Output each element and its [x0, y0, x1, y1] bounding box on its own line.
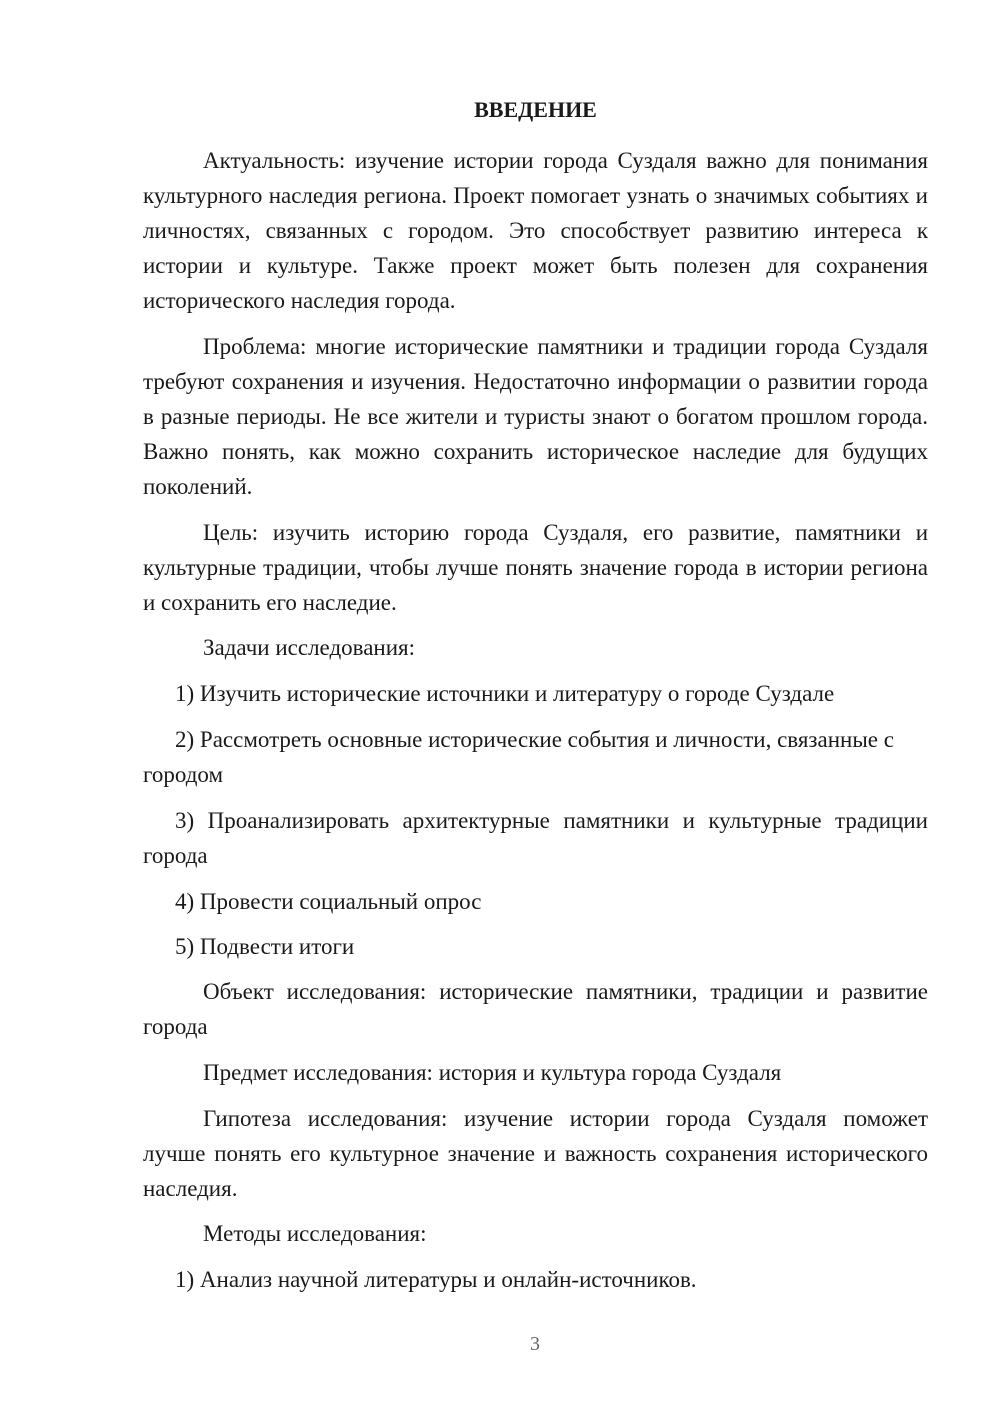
tasks-heading: Задачи исследования:: [203, 635, 416, 660]
tasks-heading-block: [143, 630, 928, 665]
task-item: 4) Провести социальный опрос: [175, 889, 482, 914]
task-item: 1) Изучить исторические источники и литературу о городе Суздале: [175, 681, 835, 706]
hypothesis-block: [143, 1101, 928, 1206]
page-number: 3: [530, 1333, 540, 1355]
relevance-paragraph: Актуальность: изучение истории города Суздаля важно для понимания культурного наследия региона. Проект помогает узнать о значимых событиях и личностях, связанных с городом. Это способствует развитию интереса к истории и культуре. Также проект может быть полезен для сохранения исторического наследия города.: [143, 148, 928, 313]
goal-paragraph: Цель: изучить историю города Суздаля, его развитие, памятники и культурные традиции, чтобы лучше понять значение города в истории региона и сохранить его наследие.: [143, 520, 928, 615]
problem-paragraph: Проблема: многие исторические памятники и традиции города Суздаля требуют сохранения и изучения. Недостаточно информации о развитии города в разные периоды. Не все жители и туристы знают о богатом прошлом города. Важно понять, как можно сохранить историческое наследие для будущих поколений.: [143, 334, 928, 499]
hypothesis-paragraph: Гипотеза исследования: изучение истории города Суздаля поможет лучше понять его культурное значение и важность сохранения исторического наследия.: [143, 1106, 928, 1201]
method-item: 1) Анализ научной литературы и онлайн-источников.: [175, 1267, 697, 1292]
goal-block: [143, 515, 928, 620]
methods-heading-block: [143, 1216, 928, 1251]
task-1-block: [143, 676, 928, 711]
section-heading: ВВЕДЕНИЕ: [474, 97, 597, 122]
task-item: 5) Подвести итоги: [175, 934, 355, 959]
task-3-block: [143, 803, 928, 873]
relevance-block: [143, 143, 928, 318]
problem-block: [143, 329, 928, 504]
object-block: [143, 974, 928, 1044]
task-item: 2) Рассмотреть основные исторические события и личности, связанные с городом: [143, 727, 894, 787]
methods-heading: Методы исследования:: [203, 1221, 427, 1246]
task-5-block: [143, 929, 928, 964]
subject-block: [143, 1055, 928, 1090]
object-paragraph: Объект исследования: исторические памятники, традиции и развитие города: [143, 979, 928, 1039]
task-item: 3) Проанализировать архитектурные памятники и культурные традиции города: [143, 808, 928, 868]
task-4-block: [143, 884, 928, 919]
method-1-block: [143, 1262, 928, 1297]
task-2-block: [143, 722, 928, 792]
subject-paragraph: Предмет исследования: история и культура города Суздаля: [203, 1060, 782, 1085]
